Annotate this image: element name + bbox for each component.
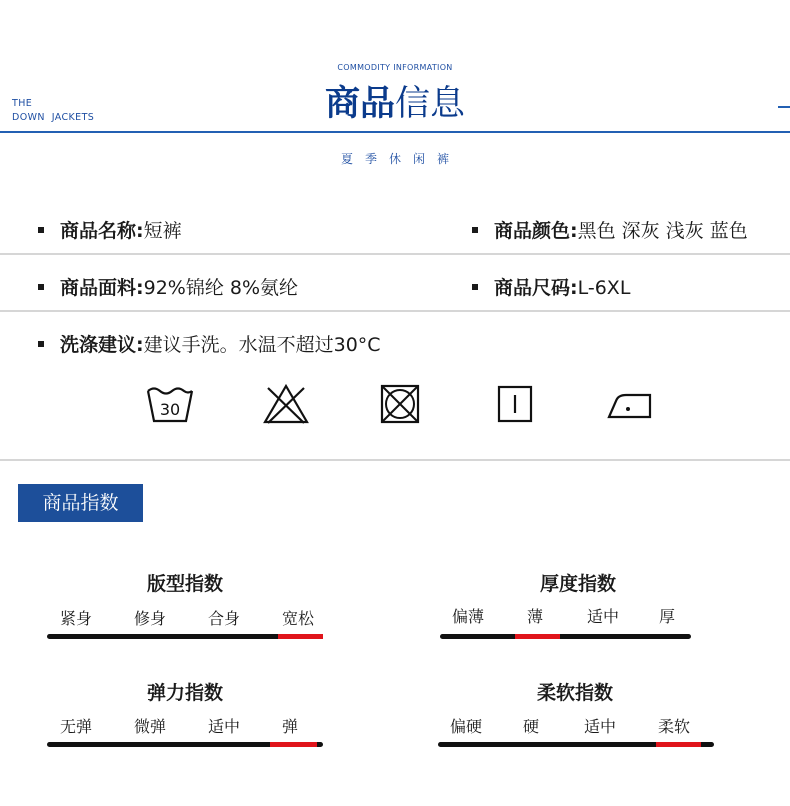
- index-level: 合身: [208, 609, 241, 628]
- divider: [0, 459, 790, 461]
- spec-label: 商品名称:: [60, 220, 144, 242]
- index-level: 紧身: [60, 609, 93, 628]
- index-marker: [515, 634, 560, 639]
- bullet-icon: [472, 227, 478, 233]
- brand-line-1: THE: [12, 98, 33, 109]
- spec-size: [472, 273, 630, 300]
- category-char: 闲: [413, 152, 426, 166]
- index-bar: [47, 742, 323, 747]
- index-bar: [438, 742, 714, 747]
- index-level: 偏硬: [450, 717, 483, 736]
- index-level: 适中: [584, 717, 617, 736]
- category-char: 休: [388, 152, 401, 166]
- category-char: 裤: [437, 152, 450, 166]
- spec-color: [472, 216, 748, 243]
- bullet-icon: [38, 227, 44, 233]
- index-marker: [656, 742, 701, 747]
- category-char: 夏: [340, 152, 353, 166]
- index-level: 硬: [523, 717, 540, 736]
- english-subtitle: COMMODITY INFORMATION: [337, 63, 453, 72]
- title-light: 信息: [395, 84, 466, 124]
- index-level: 无弹: [60, 717, 93, 736]
- brand-text: [12, 97, 94, 125]
- wash-temp-label: 30: [159, 400, 181, 419]
- wash-30-icon: [146, 383, 194, 425]
- divider: [0, 253, 790, 255]
- header-dash: [778, 106, 790, 108]
- index-marker: [270, 742, 317, 747]
- index-level: 微弹: [134, 717, 167, 736]
- index-level: 偏薄: [452, 607, 485, 626]
- index-title: 版型指数: [146, 573, 223, 595]
- spec-name: [38, 216, 182, 243]
- bullet-icon: [472, 284, 478, 290]
- spec-value: L-6XL: [577, 277, 631, 299]
- spec-fabric: [38, 273, 298, 300]
- no-tumble-dry-icon: [376, 383, 424, 425]
- index-level: 弹: [282, 717, 299, 736]
- spec-value: 92%锦纶 8%氨纶: [143, 277, 299, 299]
- brand-line-2: DOWN JACKETS: [12, 112, 95, 123]
- spec-value: 短裤: [143, 220, 182, 242]
- index-marker: [278, 634, 323, 639]
- index-level: 薄: [527, 607, 544, 626]
- index-level: 适中: [587, 607, 620, 626]
- header-rule: [0, 131, 790, 133]
- spec-value: 黑色 深灰 浅灰 蓝色: [577, 220, 748, 242]
- index-level: 修身: [134, 609, 167, 628]
- title-bold: 商品: [324, 84, 395, 124]
- index-title: 厚度指数: [539, 573, 616, 595]
- index-level: 柔软: [658, 717, 691, 736]
- spec-label: 商品颜色:: [494, 220, 578, 242]
- category-char: 季: [364, 152, 377, 166]
- index-level: 适中: [208, 717, 241, 736]
- index-bar: [47, 634, 323, 639]
- page-title: [0, 82, 790, 126]
- spec-wash: [38, 330, 381, 357]
- index-level: 厚: [659, 607, 676, 626]
- no-bleach-icon: [262, 383, 310, 425]
- index-badge: 商品指数: [18, 484, 143, 522]
- iron-icon: [606, 383, 654, 425]
- spec-label: 商品尺码:: [494, 277, 578, 299]
- index-level: 宽松: [282, 609, 315, 628]
- drip-dry-icon: [491, 383, 539, 425]
- index-bar: [440, 634, 691, 639]
- spec-label: 洗涤建议:: [60, 334, 144, 356]
- index-title: 弹力指数: [146, 682, 223, 704]
- bullet-icon: [38, 284, 44, 290]
- bullet-icon: [38, 341, 44, 347]
- divider: [0, 310, 790, 312]
- spec-label: 商品面料:: [60, 277, 144, 299]
- index-title: 柔软指数: [536, 682, 613, 704]
- spec-value: 建议手洗。水温不超过30°C: [143, 334, 381, 356]
- category-subtitle: [0, 150, 790, 167]
